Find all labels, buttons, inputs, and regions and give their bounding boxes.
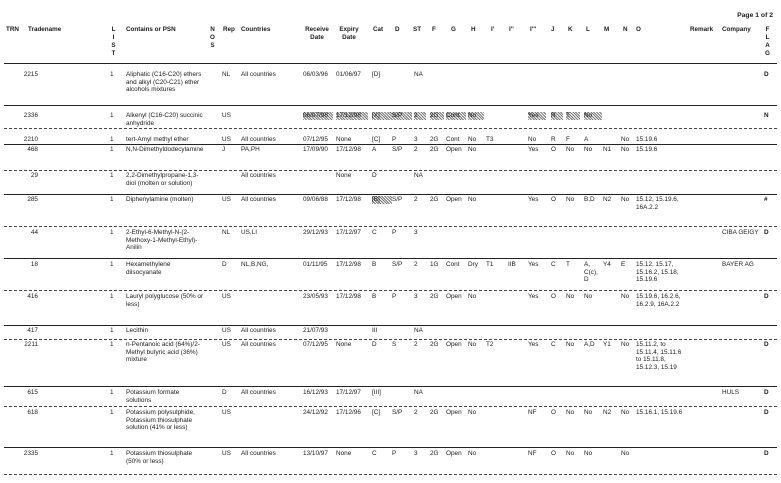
- cell-expiry: 17/12/97: [336, 389, 361, 396]
- cell-i3: NF: [528, 409, 537, 416]
- row-separator: [4, 128, 777, 129]
- cell-cat: [X]: [372, 112, 392, 120]
- cell-i3: Yes: [528, 293, 539, 300]
- cell-j: O: [551, 409, 556, 416]
- cell-st: 3: [414, 450, 418, 457]
- cell-expiry: 17/12/98: [336, 293, 361, 300]
- cell-h: No: [468, 450, 477, 457]
- cell-cat: [III]: [372, 389, 381, 396]
- cell-d: S/P: [392, 196, 403, 203]
- cell-n: No: [621, 136, 630, 143]
- cell-countries: All countries: [241, 71, 276, 78]
- cell-receive: 07/12/95: [303, 136, 328, 143]
- cell-d: P: [392, 229, 397, 236]
- header-list: L I S T: [111, 26, 116, 57]
- cell-expiry: None: [336, 450, 352, 457]
- cell-n: No: [621, 341, 630, 348]
- cell-trn: 2210: [23, 136, 38, 143]
- cell-list: 1: [110, 389, 114, 396]
- header-flag: F L A G: [765, 26, 770, 57]
- cell-receive: 06/03/96: [303, 71, 328, 78]
- header-l: L: [586, 26, 590, 33]
- cell-h: No: [468, 136, 477, 143]
- cell-company: CIBA GEIGY: [722, 229, 759, 236]
- cell-l: No: [584, 146, 593, 153]
- cell-list: 1: [110, 341, 114, 348]
- cell-expiry: 17/12/98: [336, 196, 361, 203]
- cell-list: 1: [110, 71, 114, 78]
- cell-company: HULS: [722, 389, 740, 396]
- cell-o: 15.19.6: [636, 136, 658, 143]
- header-expiry-date: Expiry Date: [339, 26, 359, 41]
- cell-cat: [D]: [372, 71, 381, 78]
- cell-j: R: [551, 112, 563, 120]
- cell-i2: IIB: [508, 261, 516, 268]
- row-separator: [4, 474, 777, 475]
- cell-st: 2: [414, 409, 418, 416]
- cell-st: NA: [414, 327, 423, 334]
- cell-d: S/P: [392, 112, 412, 120]
- cell-trn: 417: [27, 327, 38, 334]
- header-i3: I''': [530, 26, 537, 33]
- cell-i1: T3: [486, 136, 494, 143]
- cell-flag: D: [764, 341, 769, 348]
- cell-h: No: [468, 146, 477, 153]
- cell-j: O: [551, 293, 556, 300]
- cell-j: R: [551, 136, 556, 143]
- cell-k: F: [566, 136, 570, 143]
- cell-l: No: [584, 293, 593, 300]
- cell-k: No: [566, 409, 575, 416]
- cell-h: No: [468, 196, 477, 203]
- cell-n: E: [621, 261, 626, 268]
- cell-rep: D: [222, 261, 227, 268]
- cell-d: S: [392, 341, 397, 348]
- cell-expiry: 17/12/96: [336, 409, 361, 416]
- cell-i3: No: [528, 136, 537, 143]
- cell-st: NA: [414, 172, 423, 179]
- cell-cat: D: [372, 341, 377, 348]
- cell-contains: Potassium formate solutions: [126, 389, 180, 404]
- cell-h: No: [468, 341, 477, 348]
- cell-countries: All countries: [241, 136, 276, 143]
- cell-contains: Lauryl polyglucose (50% or less): [126, 293, 204, 308]
- header-company: Company: [722, 26, 751, 33]
- cell-st: 2: [414, 196, 418, 203]
- cell-i3: NF: [528, 450, 537, 457]
- cell-h: Dry: [468, 261, 478, 268]
- cell-j: O: [551, 196, 556, 203]
- cell-receive: 21/07/93: [303, 327, 328, 334]
- cell-rep: US: [222, 112, 231, 119]
- header-o: O: [636, 26, 641, 33]
- cell-expiry: 01/06/97: [336, 71, 361, 78]
- cell-n: No: [621, 146, 630, 153]
- cell-cat: C: [372, 450, 377, 457]
- cell-contains: Alkenyl (C16-C20) succinic anhydride: [126, 112, 203, 127]
- header-i1: I': [491, 26, 495, 33]
- cell-l: A: [584, 136, 589, 143]
- row-separator: [4, 325, 777, 326]
- cell-l: B,D: [584, 196, 595, 203]
- cell-k: T: [566, 261, 570, 268]
- cell-list: 1: [110, 450, 114, 457]
- cell-cat: [C]: [372, 409, 381, 416]
- cell-contains: Potassium thiosulphate (50% or less): [126, 450, 193, 465]
- cell-j: O: [551, 146, 556, 153]
- cell-o: 15.16.1, 15.19.6: [636, 409, 683, 416]
- cell-j: C: [551, 261, 556, 268]
- cell-flag: N: [764, 112, 769, 119]
- cell-flag: D: [764, 409, 769, 416]
- header-m: M: [604, 26, 610, 33]
- header-trn: TRN: [6, 26, 19, 33]
- cell-g: Open: [446, 341, 462, 348]
- cell-o: 15.12, 15.19.6, 16A.2.2: [636, 196, 679, 211]
- cell-contains: Aliphatic (C16-C20) ethers and alkyl (C20-C21) ether alcohols mixtures: [126, 71, 202, 94]
- cell-h: No: [468, 409, 477, 416]
- cell-flag: D: [764, 389, 769, 396]
- cell-n: No: [621, 196, 630, 203]
- cell-rep: US: [222, 293, 231, 300]
- cell-f: 2G: [430, 409, 439, 416]
- cell-d: P: [392, 293, 397, 300]
- cell-o: 15.11.2, to 15.11.4, 15.11.6 to 15.11.8, 15.12.3, 15.19: [636, 341, 682, 371]
- cell-receive: 06/07/98: [303, 112, 333, 120]
- cell-list: 1: [110, 327, 114, 334]
- header-nos: N O S: [210, 26, 215, 49]
- cell-cat: [C]: [372, 136, 381, 143]
- cell-cat: C: [372, 229, 377, 236]
- cell-m: N2: [603, 196, 612, 203]
- cell-contains: tert-Amyl methyl ether: [126, 136, 189, 143]
- cell-expiry: 17/12/98: [336, 112, 368, 120]
- cell-trn: 416: [27, 293, 38, 300]
- cell-list: 1: [110, 409, 114, 416]
- cell-st: 2: [414, 112, 426, 120]
- cell-k: No: [566, 450, 575, 457]
- cell-st: 3: [414, 136, 418, 143]
- cell-expiry: None: [336, 341, 352, 348]
- cell-receive: 16/12/93: [303, 389, 328, 396]
- cell-d: P: [392, 136, 397, 143]
- cell-list: 1: [110, 136, 114, 143]
- cell-receive: 17/09/90: [303, 146, 328, 153]
- cell-k: No: [566, 196, 575, 203]
- cell-st: 2: [414, 261, 418, 268]
- cell-st: 3: [414, 229, 418, 236]
- row-separator: [4, 105, 777, 106]
- header-n: N: [623, 26, 628, 33]
- cell-d: P: [392, 450, 397, 457]
- cell-trn: 615: [27, 389, 38, 396]
- cell-trn: 618: [27, 409, 38, 416]
- cell-k: T: [566, 112, 580, 120]
- cell-n: No: [621, 409, 630, 416]
- cell-f: 1G: [430, 261, 439, 268]
- cell-i3: Yes: [528, 146, 539, 153]
- cell-g: Open: [446, 196, 462, 203]
- header-j: J: [551, 26, 555, 33]
- cell-list: 1: [110, 293, 114, 300]
- cell-st: 2: [414, 146, 418, 153]
- cell-i1: T2: [486, 341, 494, 348]
- cell-g: Open: [446, 450, 462, 457]
- cell-contains: 2,2-Dimethylpropane-1,3-diol (molten or solution): [126, 172, 199, 187]
- cell-f: 2G: [430, 112, 444, 120]
- cell-k: No: [566, 341, 575, 348]
- row-separator: [4, 386, 777, 387]
- cell-f: 2G: [430, 136, 439, 143]
- header-rep: Rep: [223, 26, 235, 33]
- cell-m: N2: [603, 409, 612, 416]
- cell-countries: All countries: [241, 450, 276, 457]
- cell-h: No: [468, 112, 484, 120]
- cell-receive: 24/12/92: [303, 409, 328, 416]
- cell-receive: 09/06/88: [303, 196, 328, 203]
- cell-d: S/P: [392, 409, 403, 416]
- header-i2: I'': [509, 26, 514, 33]
- cell-g: Open: [446, 293, 462, 300]
- cell-st: NA: [414, 71, 423, 78]
- cell-contains: Lecithin: [126, 327, 149, 334]
- cell-list: 1: [110, 146, 114, 153]
- cell-g: Cont: [446, 261, 460, 268]
- cell-countries: All countries: [241, 341, 276, 348]
- cell-receive: 13/10/97: [303, 450, 328, 457]
- cell-d: S/P: [392, 261, 403, 268]
- cell-list: 1: [110, 172, 114, 179]
- cell-contains: 2-Ethyl-6-Methyl-N-(2-Methoxy-1-Methyl-Ethyl)-Anilin: [126, 229, 198, 252]
- cell-contains: N,N-Dimethyldodecylamine: [126, 146, 204, 153]
- header-countries: Countries: [241, 26, 271, 33]
- cell-g: Cont: [446, 136, 460, 143]
- cell-n: No: [621, 293, 630, 300]
- cell-rep: US: [222, 450, 231, 457]
- row-separator: [4, 290, 777, 291]
- cell-company: BAYER AG: [722, 261, 754, 268]
- cell-flag: D: [764, 450, 769, 457]
- page-number: Page 1 of 2: [737, 12, 773, 19]
- cell-expiry: 17/12/97: [336, 229, 361, 236]
- cell-trn: 44: [30, 229, 38, 236]
- cell-rep: J: [222, 146, 226, 153]
- header-f: F: [432, 26, 436, 33]
- header-cat: Cat: [373, 26, 384, 33]
- cell-st: 2: [414, 341, 418, 348]
- cell-m: Y1: [603, 341, 611, 348]
- cell-contains: Hexamethylene diisocyanate: [126, 261, 171, 276]
- cell-cat: III: [372, 327, 378, 334]
- row-separator: [4, 258, 777, 259]
- row-separator: [4, 406, 777, 407]
- cell-receive: 07/12/95: [303, 341, 328, 348]
- cell-g: Open: [446, 146, 462, 153]
- cell-rep: US: [222, 341, 231, 348]
- cell-f: 2G: [430, 293, 439, 300]
- cell-rep: US: [222, 409, 231, 416]
- row-separator: [4, 144, 777, 145]
- cell-trn: 285: [27, 196, 38, 203]
- cell-expiry: None: [336, 136, 352, 143]
- cell-list: 1: [110, 229, 114, 236]
- cell-flag: D: [764, 71, 769, 78]
- header-k: K: [568, 26, 573, 33]
- cell-o: 15.12, 15.17, 15.16.2, 15.18, 15.19.6: [636, 261, 679, 284]
- row-separator: [4, 194, 777, 195]
- cell-expiry: None: [336, 172, 352, 179]
- cell-trn: 18: [30, 261, 38, 268]
- cell-m: Y4: [603, 261, 611, 268]
- cell-i3: Yes: [528, 261, 539, 268]
- cell-l: No: [584, 450, 593, 457]
- cell-receive: 23/05/93: [303, 293, 328, 300]
- cell-o: 15.19.6: [636, 146, 658, 153]
- cell-countries: US,LI: [241, 229, 257, 236]
- cell-rep: US: [222, 327, 231, 334]
- cell-trn: 29: [30, 172, 38, 179]
- cell-contains: Diphenylamine (molten): [126, 196, 194, 203]
- cell-rep: NL: [222, 229, 231, 236]
- cell-countries: All countries: [241, 172, 276, 179]
- cell-l: A, C(c), D: [584, 261, 598, 284]
- cell-trn: 2336: [23, 112, 38, 119]
- cell-st: 3: [414, 293, 418, 300]
- cell-cat: A: [372, 146, 377, 153]
- cell-rep: US: [222, 196, 231, 203]
- cell-cat: [B]: [372, 196, 392, 204]
- cell-expiry: 17/12/98: [336, 146, 361, 153]
- cell-rep: US: [222, 136, 231, 143]
- cell-k: No: [566, 146, 575, 153]
- cell-receive: 29/12/93: [303, 229, 328, 236]
- cell-j: O: [551, 450, 556, 457]
- cell-g: Cont: [446, 112, 466, 120]
- cell-l: A,D: [584, 341, 595, 348]
- cell-list: 1: [110, 196, 114, 203]
- cell-trn: 2215: [23, 71, 38, 78]
- cell-l: No: [584, 112, 602, 120]
- cell-countries: NL,B,NG,: [241, 261, 269, 268]
- header-remark: Remark: [690, 26, 714, 33]
- cell-trn: 2335: [23, 450, 38, 457]
- cell-h: No: [468, 293, 477, 300]
- cell-st: NA: [414, 389, 423, 396]
- row-separator: [4, 170, 777, 171]
- cell-expiry: 17/12/98: [336, 261, 361, 268]
- cell-trn: 2211: [24, 341, 38, 348]
- row-separator: [4, 447, 777, 448]
- row-separator: [4, 339, 777, 340]
- cell-cat: B: [372, 261, 377, 268]
- cell-m: N1: [603, 146, 612, 153]
- cell-f: 2G: [430, 196, 439, 203]
- cell-list: 1: [110, 261, 114, 268]
- header-receive-date: Receive Date: [305, 26, 329, 41]
- cell-flag: D: [764, 293, 769, 300]
- cell-flag: #: [764, 196, 768, 203]
- cell-trn: 468: [27, 146, 38, 153]
- cell-k: No: [566, 293, 575, 300]
- cell-f: 2G: [430, 146, 439, 153]
- cell-cat: D: [372, 172, 377, 179]
- cell-flag: D: [764, 229, 769, 236]
- header-contains: Contains or PSN: [126, 26, 176, 33]
- cell-d: S/P: [392, 146, 403, 153]
- cell-contains: Potassium polysulphide, Potassium thiosulphate solution (41% or less): [126, 409, 195, 432]
- cell-countries: All countries: [241, 389, 276, 396]
- header-h: H: [471, 26, 476, 33]
- cell-l: No: [584, 409, 593, 416]
- header-d: D: [395, 26, 400, 33]
- header-tradename: Tradename: [28, 26, 62, 33]
- cell-i1: T1: [486, 261, 494, 268]
- cell-rep: NL: [222, 71, 231, 78]
- cell-j: C: [551, 341, 556, 348]
- header-st: ST: [413, 26, 422, 33]
- cell-receive: 01/11/95: [303, 261, 328, 268]
- cell-i3: Yes: [528, 112, 546, 120]
- cell-countries: PA,PH: [241, 146, 260, 153]
- cell-i3: Yes: [528, 341, 539, 348]
- cell-f: 2G: [430, 450, 439, 457]
- header-rule: [4, 63, 777, 64]
- cell-o: 15.19.6, 16.2.6, 16.2.9, 16A.2.2: [636, 293, 681, 308]
- cell-countries: All countries: [241, 327, 276, 334]
- cell-i3: Yes: [528, 196, 539, 203]
- cell-countries: All countries: [241, 196, 276, 203]
- cell-f: 2G: [430, 341, 439, 348]
- cell-rep: D: [222, 389, 227, 396]
- cell-g: Open: [446, 409, 462, 416]
- cell-list: 1: [110, 112, 114, 119]
- row-separator: [4, 226, 777, 227]
- header-g: G: [451, 26, 456, 33]
- cell-contains: n-Pentanoic acid (64%)/2-Methyl butyric acid (36%) mixture: [126, 341, 200, 364]
- cell-cat: B: [372, 293, 377, 300]
- cell-n: No: [621, 450, 630, 457]
